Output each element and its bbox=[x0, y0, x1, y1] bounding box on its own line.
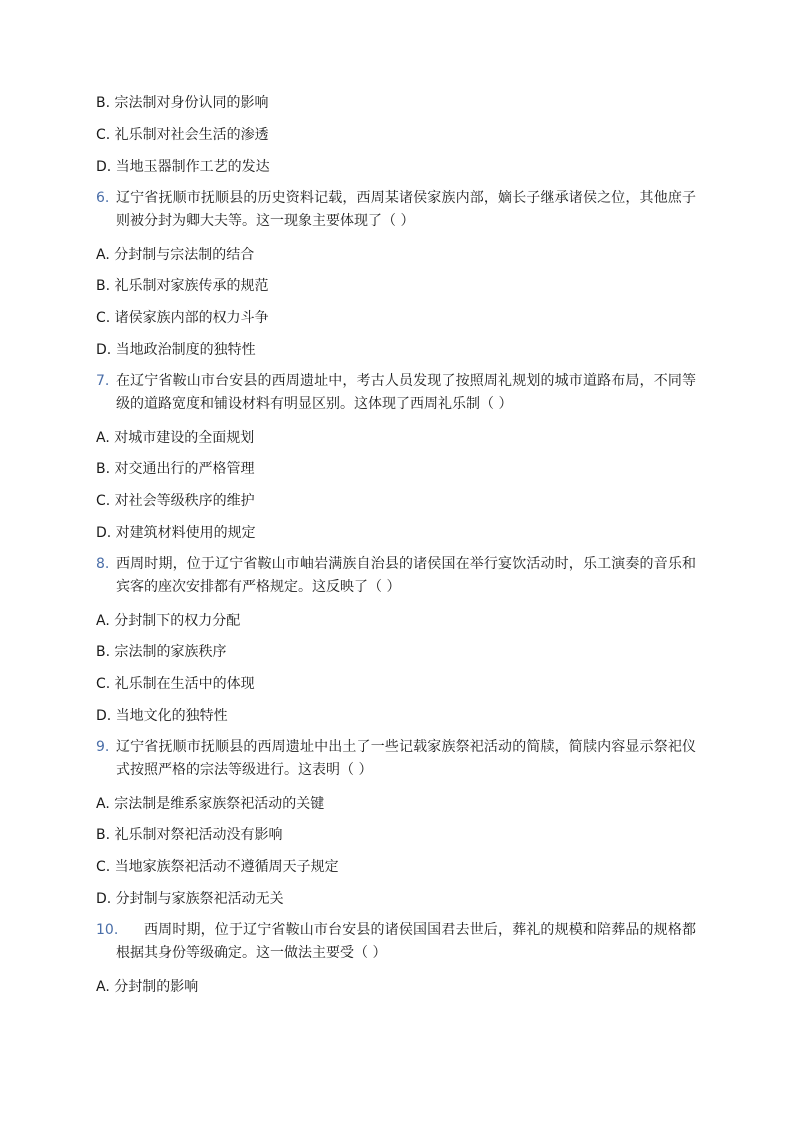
option-q10-a: A. 分封制的影响 bbox=[96, 979, 199, 995]
question-8 bbox=[96, 553, 696, 599]
question-number: 9. bbox=[96, 739, 110, 755]
option-q6-b: B. 礼乐制对家族传承的规范 bbox=[96, 278, 269, 294]
option-q9-b: B. 礼乐制对祭祀活动没有影响 bbox=[96, 827, 283, 843]
option-q7-d: D. 对建筑材料使用的规定 bbox=[96, 525, 256, 541]
option-q6-a: A. 分封制与宗法制的结合 bbox=[96, 247, 255, 263]
option-q7-a: A. 对城市建设的全面规划 bbox=[96, 430, 255, 446]
question-number: 10. bbox=[96, 922, 119, 938]
question-stem: 辽宁省抚顺市抚顺县的西周遗址中出土了一些记载家族祭祀活动的简牍，简牍内容显示祭祀仪式按照严格的宗法等级进行。这表明（ ） bbox=[116, 739, 696, 778]
option-q5-b: B. 宗法制对身份认同的影响 bbox=[96, 95, 269, 111]
question-stem: 在辽宁省鞍山市台安县的西周遗址中，考古人员发现了按照周礼规划的城市道路布局，不同等级的道路宽度和铺设材料有明显区别。这体现了西周礼乐制（ ） bbox=[116, 373, 696, 412]
question-9 bbox=[96, 736, 696, 782]
question-stem: 辽宁省抚顺市抚顺县的历史资料记载，西周某诸侯家族内部，嫡长子继承诸侯之位，其他庶子则被分封为卿大夫等。这一现象主要体现了（ ） bbox=[116, 190, 696, 229]
question-10 bbox=[96, 919, 696, 965]
question-number: 8. bbox=[96, 556, 110, 572]
question-number: 7. bbox=[96, 373, 110, 389]
question-number: 6. bbox=[96, 190, 110, 206]
option-q8-a: A. 分封制下的权力分配 bbox=[96, 613, 241, 629]
option-q6-c: C. 诸侯家族内部的权力斗争 bbox=[96, 310, 269, 326]
option-q8-d: D. 当地文化的独特性 bbox=[96, 708, 228, 724]
question-stem: 西周时期，位于辽宁省鞍山市台安县的诸侯国国君去世后，葬礼的规模和陪葬品的规格都根据其身份等级确定。这一做法主要受（ ） bbox=[116, 922, 696, 961]
option-q8-b: B. 宗法制的家族秩序 bbox=[96, 644, 227, 660]
option-q9-d: D. 分封制与家族祭祀活动无关 bbox=[96, 891, 284, 907]
question-7 bbox=[96, 370, 696, 416]
option-q8-c: C. 礼乐制在生活中的体现 bbox=[96, 676, 255, 692]
option-q5-c: C. 礼乐制对社会生活的渗透 bbox=[96, 127, 269, 143]
option-q7-c: C. 对社会等级秩序的维护 bbox=[96, 493, 255, 509]
option-q9-c: C. 当地家族祭祀活动不遵循周天子规定 bbox=[96, 859, 339, 875]
option-q6-d: D. 当地政治制度的独特性 bbox=[96, 342, 256, 358]
option-q7-b: B. 对交通出行的严格管理 bbox=[96, 461, 255, 477]
option-q5-d: D. 当地玉器制作工艺的发达 bbox=[96, 159, 270, 175]
question-stem: 西周时期，位于辽宁省鞍山市岫岩满族自治县的诸侯国在举行宴饮活动时，乐工演奏的音乐和宾客的座次安排都有严格规定。这反映了（ ） bbox=[116, 556, 696, 595]
question-6 bbox=[96, 187, 696, 233]
option-q9-a: A. 宗法制是维系家族祭祀活动的关键 bbox=[96, 796, 325, 812]
